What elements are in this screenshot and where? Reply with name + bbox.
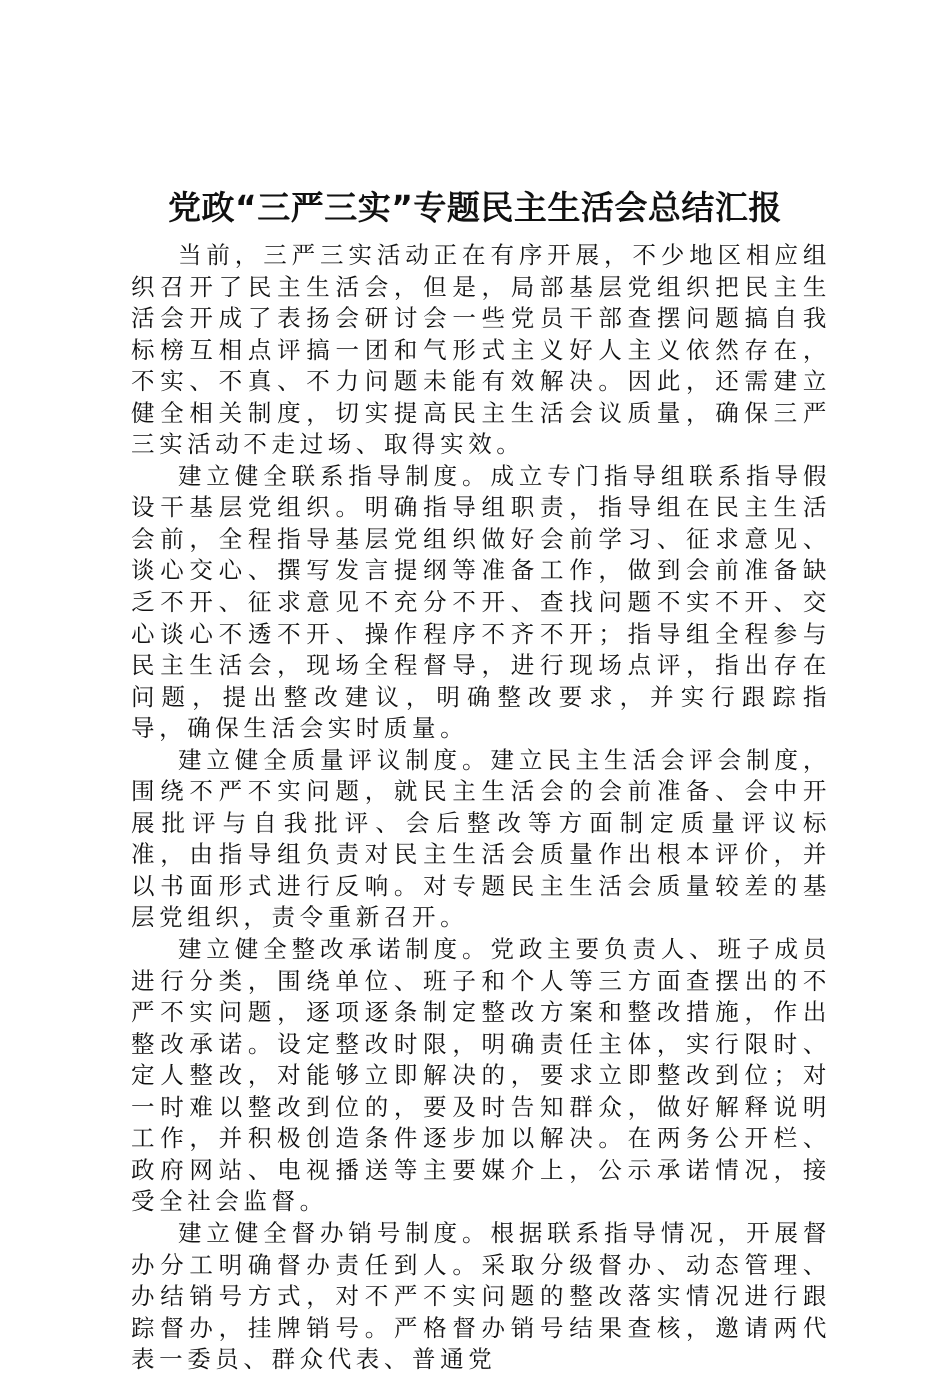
document-title: 党政“三严三实”专题民主生活会总结汇报	[168, 188, 782, 227]
paragraph-guidance-system: 建立健全联系指导制度。成立专门指导组联系指导假设干基层党组织。明确指导组职责，指导组在民主生活会前，全程指导基层党组织做好会前学习、征求意见、谈心交心、撰写发言提纲等准备工作，做到会前准备缺乏不开、征求意见不充分不开、查找问题不实不开、交心谈心不透不开、操作程序不齐不开；指导组全程参与民主生活会，现场全程督导，进行现场点评，指出存在问题，提出整改建议，明确整改要求，并实行跟踪指导，确保生活会实时质量。	[131, 461, 831, 743]
document-body	[131, 240, 831, 1376]
paragraph-intro: 当前，三严三实活动正在有序开展，不少地区相应组织召开了民主生活会，但是，局部基层党组织把民主生活会开成了表扬会研讨会一些党员干部查摆问题搞自我标榜互相点评搞一团和气形式主义好人主义依然存在，不实、不真、不力问题未能有效解决。因此，还需建立健全相关制度，切实提高民主生活会议质量，确保三严三实活动不走过场、取得实效。	[131, 241, 831, 459]
paragraph-quality-review-system: 建立健全质量评议制度。建立民主生活会评会制度，围绕不严不实问题，就民主生活会的会前准备、会中开展批评与自我批评、会后整改等方面制定质量评议标准，由指导组负责对民主生活会质量作出根本评价，并以书面形式进行反响。对专题民主生活会质量较差的基层党组织，责令重新召开。	[131, 745, 831, 932]
paragraph-rectification-commitment-system: 建立健全整改承诺制度。党政主要负责人、班子成员进行分类，围绕单位、班子和个人等三方面查摆出的不严不实问题，逐项逐条制定整改方案和整改措施，作出整改承诺。设定整改时限，明确责任主体，实行限时、定人整改，对能够立即解决的，要求立即整改到位；对一时难以整改到位的，要及时告知群众，做好解释说明工作，并积极创造条件逐步加以解决。在两务公开栏、政府网站、电视播送等主要媒介上，公示承诺情况，接受全社会监督。	[131, 935, 831, 1216]
paragraph-supervision-closure-system: 建立健全督办销号制度。根据联系指导情况，开展督办分工明确督办责任到人。采取分级督办、动态管理、办结销号方式，对不严不实问题的整改落实情况进行跟踪督办，挂牌销号。严格督办销号结果查核，邀请两代表一委员、群众代表、普通党	[131, 1218, 831, 1374]
